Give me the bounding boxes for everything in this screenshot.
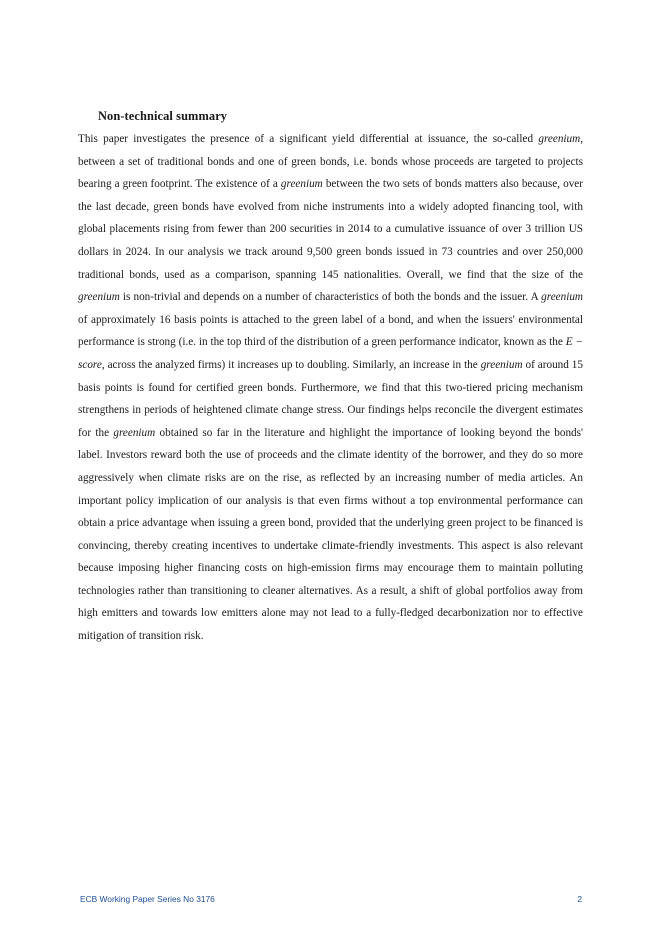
- italic-term: E − score: [78, 336, 584, 371]
- text-run: This paper investigates the presence of a significant yield differential at issuance, the so-called: [78, 133, 539, 145]
- text-run: of around 15 basis points is found for certified green bonds. Furthermore, we find that this two-tiered pricing mechanism strengthens in periods of heightened climate change stress. Our findings helps reconcile the divergent estimates for the: [78, 358, 583, 439]
- text-run: , between a set of traditional bonds and one of green bonds, i.e. bonds whose proceeds are targeted to projects bearing a green footprint. The existence of a: [78, 133, 583, 191]
- italic-term: greenium: [280, 178, 323, 191]
- section-heading: Non-technical summary: [98, 109, 228, 123]
- summary-paragraph: [78, 128, 583, 648]
- italic-term: greenium: [541, 291, 583, 304]
- footer-page-number: 2: [577, 894, 582, 904]
- text-run: is non-trivial and depends on a number of characteristics of both the bonds and the issuer. A: [119, 291, 542, 304]
- text-run: of approximately 16 basis points is attached to the green label of a bond, and when the issuers' environmental performance is strong (i.e. in the top third of the distribution of a green performance indicator, known as the: [78, 313, 583, 349]
- text-run: , across the analyzed firms) it increases up to doubling. Similarly, an increase in the: [101, 358, 481, 371]
- italic-term: greenium: [538, 133, 581, 145]
- italic-term: greenium: [78, 291, 120, 304]
- italic-term: greenium: [113, 426, 156, 439]
- page-footer: [80, 894, 582, 908]
- text-run: obtained so far in the literature and highlight the importance of looking beyond the bonds' label. Investors reward both the use of proceeds and the climate identity of the borrower, and they do so more aggressively when climate risks are on the rise, as reflected by an increasing number of media articles. An important policy implication of our analysis is that even firms without a top environmental performance can obtain a price advantage when issuing a green bond, provided that the underlying green project to be financed is convincing, thereby creating incentives to undertake climate-friendly investments. This aspect is also relevant because imposing higher financing costs on high-emission firms may encourage them to maintain polluting technologies rather than transitioning to cleaner alternatives. As a result, a shift of global portfolios away from high emitters and towards low emitters alone may not lead to a fully-fledged decarbonization nor to effective mitigation of transition risk.: [78, 426, 583, 643]
- footer-series-label: ECB Working Paper Series No 3176: [80, 894, 215, 904]
- italic-term: greenium: [480, 358, 523, 371]
- text-run: between the two sets of bonds matters also because, over the last decade, green bonds have evolved from niche instruments into a widely adopted financing tool, with global placements rising from fewer than 200 securities in 2014 to a cumulative issuance of over 3 trillion US dollars in 2024. In our analysis we track around 9,500 green bonds issued in 73 countries and over 250,000 traditional bonds, used as a comparison, spanning 145 nationalities. Overall, we find that the size of the: [78, 178, 583, 281]
